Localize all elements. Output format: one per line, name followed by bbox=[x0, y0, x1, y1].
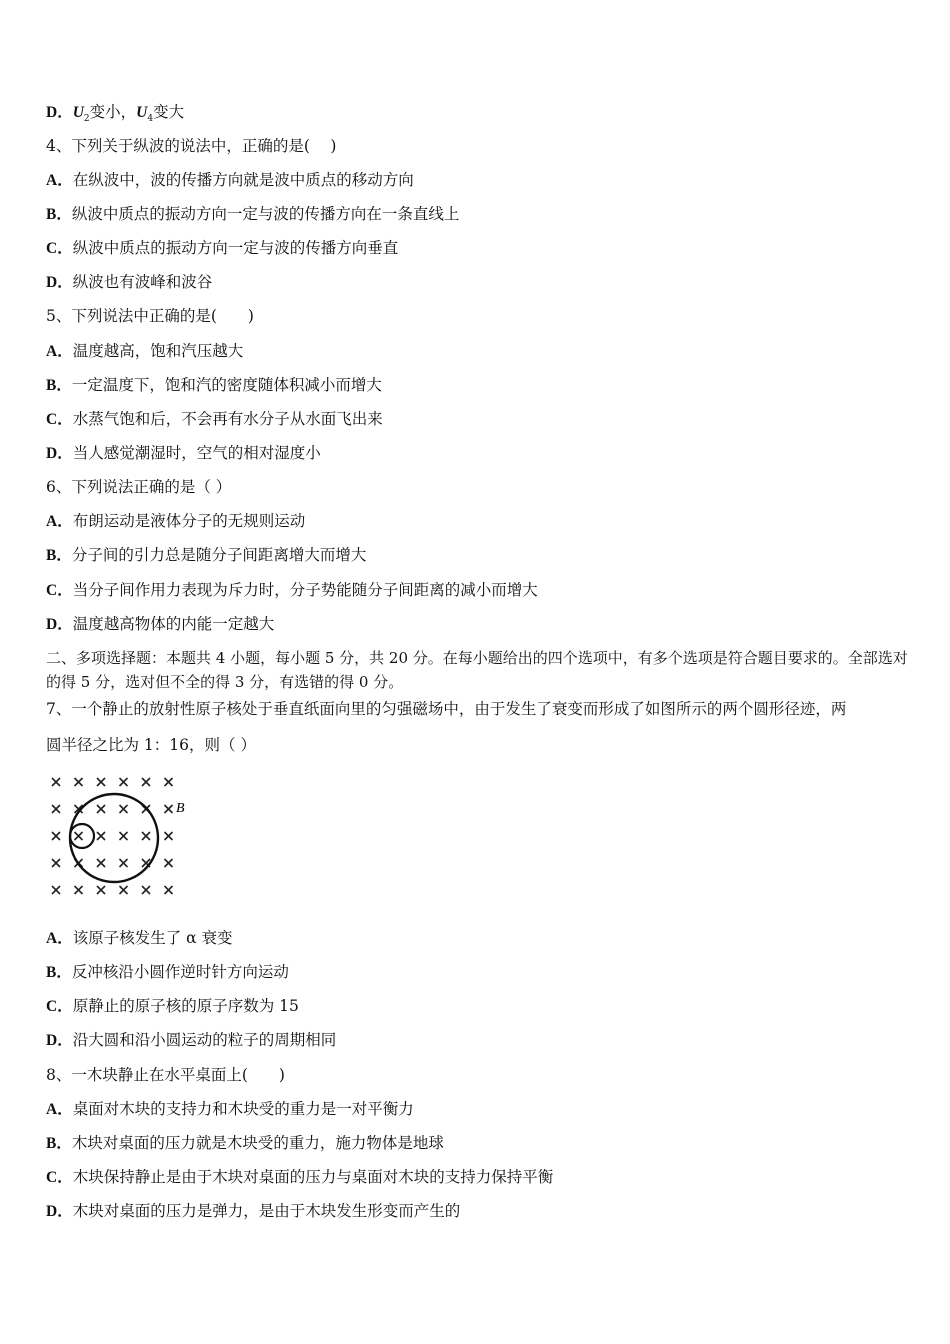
question-6-stem: 6、下列说法正确的是（ ） bbox=[46, 478, 232, 496]
field-cross-mark bbox=[75, 778, 83, 786]
field-cross-mark bbox=[142, 832, 150, 840]
field-cross-mark bbox=[52, 778, 60, 786]
q8-option-d: D．木块对桌面的压力是弹力，是由于木块发生形变而产生的 bbox=[46, 1202, 461, 1220]
field-cross-mark bbox=[165, 886, 173, 894]
field-cross-mark bbox=[52, 832, 60, 840]
field-cross-mark bbox=[75, 832, 83, 840]
field-cross-mark bbox=[120, 805, 128, 813]
q4-option-c: C．纵波中质点的振动方向一定与波的传播方向垂直 bbox=[46, 239, 399, 257]
question-7-stem-line-1: 7、一个静止的放射性原子核处于垂直纸面向里的匀强磁场中，由于发生了衰变而形成了如图所示的两个圆形径迹，两 bbox=[46, 700, 847, 718]
field-cross-mark bbox=[97, 778, 105, 786]
small-circle-track bbox=[70, 824, 94, 848]
field-cross-mark bbox=[75, 886, 83, 894]
section-2-instructions: 二、多项选择题：本题共 4 小题，每小题 5 分，共 20 分。在每小题给出的四个选项中，有多个选项是符合题目要求的。全部选对的得 5 分，选对但不全的得 3 分，有选错的得 0 分。 bbox=[46, 649, 908, 691]
option-d-prev: D．$U_2$变小，$U_4$变大 bbox=[46, 103, 185, 125]
field-cross-mark bbox=[142, 778, 150, 786]
field-cross-mark bbox=[165, 805, 173, 813]
question-7-stem-line-2: 圆半径之比为 1：16，则（ ） bbox=[46, 736, 256, 754]
q6-option-c: C．当分子间作用力表现为斥力时，分子势能随分子间距离的减小而增大 bbox=[46, 581, 538, 599]
question-4-stem: 4、下列关于纵波的说法中，正确的是( ) bbox=[46, 137, 337, 155]
question-5-stem: 5、下列说法中正确的是( ) bbox=[46, 307, 254, 325]
field-cross-mark bbox=[97, 859, 105, 867]
field-cross-mark bbox=[97, 805, 105, 813]
field-cross-mark bbox=[120, 859, 128, 867]
q6-option-a: A．布朗运动是液体分子的无规则运动 bbox=[46, 512, 306, 530]
field-cross-mark bbox=[52, 859, 60, 867]
question-8-stem: 8、一木块静止在水平桌面上( ) bbox=[46, 1066, 285, 1084]
field-label-b: B bbox=[176, 801, 185, 816]
q5-option-c: C．水蒸气饱和后，不会再有水分子从水面飞出来 bbox=[46, 410, 383, 428]
field-cross-mark bbox=[120, 886, 128, 894]
q8-option-b: B．木块对桌面的压力就是木块受的重力，施力物体是地球 bbox=[46, 1134, 444, 1152]
q6-option-b: B．分子间的引力总是随分子间距离增大而增大 bbox=[46, 546, 367, 564]
field-cross-mark bbox=[120, 832, 128, 840]
field-cross-mark bbox=[97, 886, 105, 894]
q5-option-a: A．温度越高，饱和汽压越大 bbox=[46, 342, 244, 360]
q4-option-d: D．纵波也有波峰和波谷 bbox=[46, 273, 213, 291]
q4-option-b: B．纵波中质点的振动方向一定与波的传播方向在一条直线上 bbox=[46, 205, 460, 223]
q8-option-a: A．桌面对木块的支持力和木块受的重力是一对平衡力 bbox=[46, 1100, 414, 1118]
field-cross-mark bbox=[165, 859, 173, 867]
q5-option-b: B．一定温度下，饱和汽的密度随体积减小而增大 bbox=[46, 376, 382, 394]
q7-option-a: A．该原子核发生了 α 衰变 bbox=[46, 929, 233, 947]
field-cross-mark bbox=[142, 886, 150, 894]
q7-option-b: B．反冲核沿小圆作逆时针方向运动 bbox=[46, 963, 289, 981]
field-cross-mark bbox=[97, 832, 105, 840]
field-cross-mark bbox=[165, 778, 173, 786]
q5-option-d: D．当人感觉潮湿时，空气的相对湿度小 bbox=[46, 444, 321, 462]
q4-option-a: A．在纵波中，波的传播方向就是波中质点的移动方向 bbox=[46, 171, 414, 189]
field-cross-mark bbox=[52, 886, 60, 894]
field-cross-mark bbox=[52, 805, 60, 813]
magnetic-field-figure bbox=[44, 770, 204, 900]
q8-option-c: C．木块保持静止是由于木块对桌面的压力与桌面对木块的支持力保持平衡 bbox=[46, 1168, 554, 1186]
q7-option-d: D．沿大圆和沿小圆运动的粒子的周期相同 bbox=[46, 1031, 337, 1049]
q6-option-d: D．温度越高物体的内能一定越大 bbox=[46, 615, 275, 633]
field-cross-mark bbox=[165, 832, 173, 840]
field-cross-mark bbox=[120, 778, 128, 786]
q7-option-c: C．原静止的原子核的原子序数为 15 bbox=[46, 997, 299, 1015]
